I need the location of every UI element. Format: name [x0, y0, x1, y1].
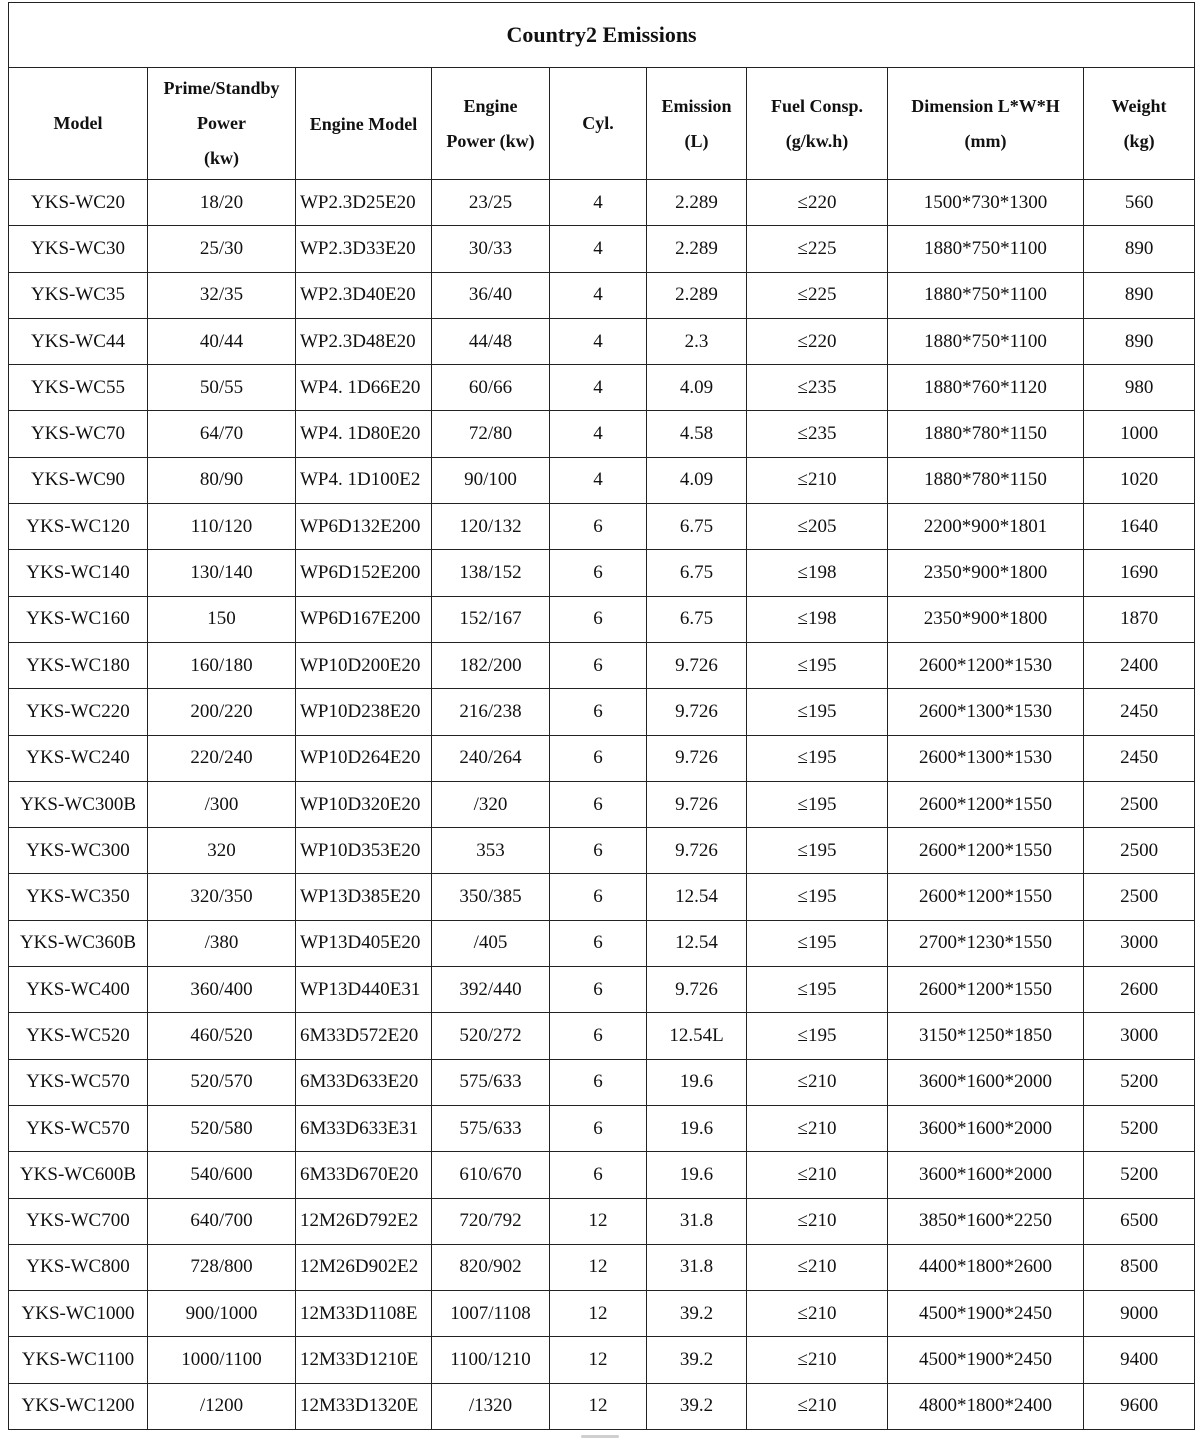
cell-fuel: ≤195: [747, 781, 888, 827]
cell-dimension: 3600*1600*2000: [888, 1059, 1084, 1105]
cell-cyl: 4: [550, 457, 647, 503]
table-row: [9, 550, 1195, 596]
cell-engine-power: 392/440: [432, 967, 550, 1013]
cell-emission: 2.289: [647, 180, 747, 226]
cell-model: YKS-WC220: [9, 689, 148, 735]
cell-power: 540/600: [148, 1152, 296, 1198]
cell-weight: 890: [1084, 318, 1195, 364]
cell-engine-model: WP2.3D40E20: [296, 272, 432, 318]
cell-cyl: 6: [550, 1059, 647, 1105]
cell-weight: 1000: [1084, 411, 1195, 457]
table-row: [9, 1059, 1195, 1105]
cell-power: 64/70: [148, 411, 296, 457]
cell-emission: 12.54: [647, 920, 747, 966]
cell-dimension: 2600*1200*1550: [888, 828, 1084, 874]
cell-emission: 39.2: [647, 1337, 747, 1383]
cell-engine-model: WP6D167E200: [296, 596, 432, 642]
cell-emission: 12.54: [647, 874, 747, 920]
cell-fuel: ≤210: [747, 1383, 888, 1429]
cell-fuel: ≤198: [747, 550, 888, 596]
table-row: [9, 1013, 1195, 1059]
cell-power: 640/700: [148, 1198, 296, 1244]
cell-cyl: 4: [550, 318, 647, 364]
cell-weight: 5200: [1084, 1059, 1195, 1105]
cell-emission: 19.6: [647, 1152, 747, 1198]
cell-dimension: 2600*1300*1530: [888, 689, 1084, 735]
cell-dimension: 1880*780*1150: [888, 411, 1084, 457]
cell-cyl: 6: [550, 1013, 647, 1059]
header-dimension: Dimension L*W*H (mm): [888, 68, 1084, 180]
cell-cyl: 12: [550, 1244, 647, 1290]
cell-cyl: 6: [550, 550, 647, 596]
cell-engine-model: 12M33D1320E: [296, 1383, 432, 1429]
cell-model: YKS-WC20: [9, 180, 148, 226]
cell-fuel: ≤210: [747, 1198, 888, 1244]
cell-power: 360/400: [148, 967, 296, 1013]
header-model: Model: [9, 68, 148, 180]
cell-power: 320/350: [148, 874, 296, 920]
cell-fuel: ≤210: [747, 1059, 888, 1105]
cell-weight: 2500: [1084, 781, 1195, 827]
table-row: [9, 596, 1195, 642]
cell-fuel: ≤195: [747, 735, 888, 781]
header-engine-model: Engine Model: [296, 68, 432, 180]
cell-engine-power: 72/80: [432, 411, 550, 457]
cell-fuel: ≤210: [747, 1244, 888, 1290]
cell-model: YKS-WC140: [9, 550, 148, 596]
cell-weight: 6500: [1084, 1198, 1195, 1244]
cell-engine-model: WP2.3D48E20: [296, 318, 432, 364]
emissions-table: [8, 2, 1195, 1430]
cell-weight: 2600: [1084, 967, 1195, 1013]
cell-engine-power: 182/200: [432, 642, 550, 688]
table-row: [9, 1105, 1195, 1151]
cell-dimension: 2700*1230*1550: [888, 920, 1084, 966]
cell-engine-model: 6M33D670E20: [296, 1152, 432, 1198]
cell-engine-model: WP10D353E20: [296, 828, 432, 874]
cell-emission: 2.289: [647, 272, 747, 318]
cell-dimension: 2350*900*1800: [888, 596, 1084, 642]
cell-emission: 31.8: [647, 1244, 747, 1290]
cell-power: 220/240: [148, 735, 296, 781]
cell-power: 40/44: [148, 318, 296, 364]
cell-power: 80/90: [148, 457, 296, 503]
cell-emission: 4.09: [647, 457, 747, 503]
cell-power: /300: [148, 781, 296, 827]
cell-emission: 9.726: [647, 781, 747, 827]
cell-model: YKS-WC360B: [9, 920, 148, 966]
cell-engine-power: 152/167: [432, 596, 550, 642]
cell-power: 150: [148, 596, 296, 642]
cell-power: /380: [148, 920, 296, 966]
cell-emission: 39.2: [647, 1291, 747, 1337]
cell-cyl: 6: [550, 920, 647, 966]
cell-engine-model: WP2.3D33E20: [296, 226, 432, 272]
table-row: [9, 318, 1195, 364]
cell-power: 160/180: [148, 642, 296, 688]
cell-engine-power: 520/272: [432, 1013, 550, 1059]
cell-weight: 9400: [1084, 1337, 1195, 1383]
cell-cyl: 12: [550, 1198, 647, 1244]
cell-engine-power: 30/33: [432, 226, 550, 272]
cell-weight: 560: [1084, 180, 1195, 226]
cell-fuel: ≤195: [747, 828, 888, 874]
cell-power: /1200: [148, 1383, 296, 1429]
cell-power: 460/520: [148, 1013, 296, 1059]
cell-cyl: 12: [550, 1337, 647, 1383]
cell-weight: 3000: [1084, 1013, 1195, 1059]
cell-dimension: 4500*1900*2450: [888, 1337, 1084, 1383]
cell-weight: 8500: [1084, 1244, 1195, 1290]
cell-weight: 3000: [1084, 920, 1195, 966]
cell-weight: 1870: [1084, 596, 1195, 642]
cell-model: YKS-WC1000: [9, 1291, 148, 1337]
cell-engine-power: 1007/1108: [432, 1291, 550, 1337]
cell-fuel: ≤235: [747, 365, 888, 411]
cell-engine-model: WP4. 1D66E20: [296, 365, 432, 411]
cell-emission: 31.8: [647, 1198, 747, 1244]
cell-power: 200/220: [148, 689, 296, 735]
cell-cyl: 6: [550, 781, 647, 827]
table-title: Country2 Emissions: [9, 3, 1195, 68]
cell-weight: 5200: [1084, 1105, 1195, 1151]
cell-fuel: ≤205: [747, 504, 888, 550]
cell-fuel: ≤195: [747, 642, 888, 688]
cell-dimension: 3150*1250*1850: [888, 1013, 1084, 1059]
cell-dimension: 2350*900*1800: [888, 550, 1084, 596]
cell-weight: 2500: [1084, 874, 1195, 920]
cell-cyl: 12: [550, 1291, 647, 1337]
cell-cyl: 6: [550, 596, 647, 642]
cell-emission: 19.6: [647, 1105, 747, 1151]
table-row: [9, 226, 1195, 272]
cell-dimension: 2600*1200*1530: [888, 642, 1084, 688]
cell-cyl: 4: [550, 411, 647, 457]
cell-engine-power: 353: [432, 828, 550, 874]
cell-engine-power: 575/633: [432, 1105, 550, 1151]
cell-emission: 6.75: [647, 550, 747, 596]
cell-dimension: 2600*1200*1550: [888, 874, 1084, 920]
table-row: [9, 1244, 1195, 1290]
cell-cyl: 6: [550, 504, 647, 550]
table-row: [9, 642, 1195, 688]
table-row: [9, 828, 1195, 874]
cell-cyl: 6: [550, 1152, 647, 1198]
table-row: [9, 1152, 1195, 1198]
cell-weight: 9000: [1084, 1291, 1195, 1337]
cell-fuel: ≤220: [747, 180, 888, 226]
cell-emission: 9.726: [647, 642, 747, 688]
cell-engine-model: WP4. 1D80E20: [296, 411, 432, 457]
cell-weight: 2500: [1084, 828, 1195, 874]
cell-emission: 19.6: [647, 1059, 747, 1105]
emissions-sheet: [8, 2, 1194, 1430]
cell-emission: 12.54L: [647, 1013, 747, 1059]
cell-engine-model: 6M33D572E20: [296, 1013, 432, 1059]
cell-engine-power: 44/48: [432, 318, 550, 364]
cell-engine-model: 12M26D792E2: [296, 1198, 432, 1244]
cell-dimension: 4400*1800*2600: [888, 1244, 1084, 1290]
cell-dimension: 3600*1600*2000: [888, 1152, 1084, 1198]
cell-engine-power: /320: [432, 781, 550, 827]
table-row: [9, 781, 1195, 827]
cell-engine-power: 610/670: [432, 1152, 550, 1198]
cell-model: YKS-WC300: [9, 828, 148, 874]
cell-power: 900/1000: [148, 1291, 296, 1337]
cell-cyl: 4: [550, 180, 647, 226]
header-emission: Emission (L): [647, 68, 747, 180]
cell-engine-model: WP4. 1D100E2: [296, 457, 432, 503]
cell-weight: 1640: [1084, 504, 1195, 550]
cell-cyl: 4: [550, 272, 647, 318]
cell-dimension: 3600*1600*2000: [888, 1105, 1084, 1151]
table-row: [9, 1337, 1195, 1383]
table-row: [9, 180, 1195, 226]
cell-fuel: ≤235: [747, 411, 888, 457]
cell-dimension: 1880*750*1100: [888, 226, 1084, 272]
cell-cyl: 6: [550, 689, 647, 735]
cell-dimension: 2600*1200*1550: [888, 967, 1084, 1013]
cell-model: YKS-WC300B: [9, 781, 148, 827]
cell-weight: 5200: [1084, 1152, 1195, 1198]
table-row: [9, 920, 1195, 966]
scroll-indicator[interactable]: [581, 1435, 619, 1438]
cell-engine-model: WP2.3D25E20: [296, 180, 432, 226]
table-row: [9, 1198, 1195, 1244]
cell-model: YKS-WC55: [9, 365, 148, 411]
header-power: Prime/Standby Power (kw): [148, 68, 296, 180]
cell-engine-power: 36/40: [432, 272, 550, 318]
cell-model: YKS-WC520: [9, 1013, 148, 1059]
cell-power: 130/140: [148, 550, 296, 596]
cell-cyl: 4: [550, 365, 647, 411]
cell-model: YKS-WC570: [9, 1059, 148, 1105]
cell-dimension: 2200*900*1801: [888, 504, 1084, 550]
cell-emission: 9.726: [647, 967, 747, 1013]
cell-emission: 2.3: [647, 318, 747, 364]
cell-model: YKS-WC350: [9, 874, 148, 920]
table-row: [9, 735, 1195, 781]
cell-engine-model: WP13D385E20: [296, 874, 432, 920]
cell-cyl: 6: [550, 874, 647, 920]
cell-cyl: 6: [550, 967, 647, 1013]
cell-model: YKS-WC30: [9, 226, 148, 272]
cell-power: 50/55: [148, 365, 296, 411]
cell-weight: 890: [1084, 272, 1195, 318]
cell-fuel: ≤195: [747, 689, 888, 735]
cell-engine-power: 350/385: [432, 874, 550, 920]
cell-cyl: 6: [550, 735, 647, 781]
cell-weight: 1690: [1084, 550, 1195, 596]
cell-engine-model: 12M26D902E2: [296, 1244, 432, 1290]
cell-engine-power: 120/132: [432, 504, 550, 550]
cell-engine-power: 23/25: [432, 180, 550, 226]
cell-engine-power: 575/633: [432, 1059, 550, 1105]
cell-dimension: 1880*780*1150: [888, 457, 1084, 503]
cell-emission: 4.09: [647, 365, 747, 411]
cell-model: YKS-WC570: [9, 1105, 148, 1151]
cell-engine-model: WP10D200E20: [296, 642, 432, 688]
cell-power: 25/30: [148, 226, 296, 272]
cell-engine-power: 138/152: [432, 550, 550, 596]
cell-weight: 1020: [1084, 457, 1195, 503]
cell-fuel: ≤210: [747, 1291, 888, 1337]
header-cyl: Cyl.: [550, 68, 647, 180]
cell-engine-model: WP6D152E200: [296, 550, 432, 596]
table-row: [9, 874, 1195, 920]
cell-weight: 890: [1084, 226, 1195, 272]
cell-engine-model: 12M33D1108E: [296, 1291, 432, 1337]
cell-model: YKS-WC800: [9, 1244, 148, 1290]
cell-model: YKS-WC180: [9, 642, 148, 688]
cell-fuel: ≤210: [747, 1337, 888, 1383]
cell-fuel: ≤195: [747, 920, 888, 966]
cell-engine-power: 820/902: [432, 1244, 550, 1290]
cell-dimension: 4800*1800*2400: [888, 1383, 1084, 1429]
cell-engine-model: WP10D320E20: [296, 781, 432, 827]
table-row: [9, 504, 1195, 550]
cell-power: 728/800: [148, 1244, 296, 1290]
cell-engine-power: /405: [432, 920, 550, 966]
cell-model: YKS-WC400: [9, 967, 148, 1013]
cell-engine-power: 1100/1210: [432, 1337, 550, 1383]
cell-cyl: 6: [550, 828, 647, 874]
cell-model: YKS-WC1100: [9, 1337, 148, 1383]
cell-fuel: ≤195: [747, 967, 888, 1013]
cell-power: 110/120: [148, 504, 296, 550]
cell-fuel: ≤210: [747, 1152, 888, 1198]
cell-engine-power: 720/792: [432, 1198, 550, 1244]
cell-model: YKS-WC160: [9, 596, 148, 642]
cell-engine-power: /1320: [432, 1383, 550, 1429]
cell-cyl: 6: [550, 1105, 647, 1151]
cell-engine-model: WP13D405E20: [296, 920, 432, 966]
cell-emission: 6.75: [647, 504, 747, 550]
cell-dimension: 2600*1200*1550: [888, 781, 1084, 827]
header-weight: Weight (kg): [1084, 68, 1195, 180]
cell-engine-power: 240/264: [432, 735, 550, 781]
cell-emission: 9.726: [647, 828, 747, 874]
cell-model: YKS-WC120: [9, 504, 148, 550]
cell-engine-model: WP10D238E20: [296, 689, 432, 735]
cell-model: YKS-WC240: [9, 735, 148, 781]
cell-engine-model: WP10D264E20: [296, 735, 432, 781]
cell-engine-model: 6M33D633E20: [296, 1059, 432, 1105]
cell-dimension: 4500*1900*2450: [888, 1291, 1084, 1337]
cell-engine-model: WP6D132E200: [296, 504, 432, 550]
table-row: [9, 411, 1195, 457]
cell-engine-power: 216/238: [432, 689, 550, 735]
cell-power: 1000/1100: [148, 1337, 296, 1383]
table-row: [9, 967, 1195, 1013]
cell-model: YKS-WC70: [9, 411, 148, 457]
cell-model: YKS-WC44: [9, 318, 148, 364]
cell-dimension: 1500*730*1300: [888, 180, 1084, 226]
cell-cyl: 4: [550, 226, 647, 272]
cell-weight: 2450: [1084, 689, 1195, 735]
cell-fuel: ≤210: [747, 1105, 888, 1151]
cell-dimension: 1880*750*1100: [888, 318, 1084, 364]
cell-power: 320: [148, 828, 296, 874]
cell-model: YKS-WC35: [9, 272, 148, 318]
table-row: [9, 1383, 1195, 1429]
cell-engine-model: 6M33D633E31: [296, 1105, 432, 1151]
cell-dimension: 3850*1600*2250: [888, 1198, 1084, 1244]
cell-power: 18/20: [148, 180, 296, 226]
cell-dimension: 2600*1300*1530: [888, 735, 1084, 781]
cell-engine-model: 12M33D1210E: [296, 1337, 432, 1383]
cell-power: 520/570: [148, 1059, 296, 1105]
cell-model: YKS-WC700: [9, 1198, 148, 1244]
cell-weight: 980: [1084, 365, 1195, 411]
cell-model: YKS-WC1200: [9, 1383, 148, 1429]
cell-dimension: 1880*760*1120: [888, 365, 1084, 411]
header-fuel: Fuel Consp. (g/kw.h): [747, 68, 888, 180]
header-engine-power: Engine Power (kw): [432, 68, 550, 180]
cell-fuel: ≤195: [747, 1013, 888, 1059]
cell-cyl: 12: [550, 1383, 647, 1429]
cell-weight: 9600: [1084, 1383, 1195, 1429]
cell-engine-model: WP13D440E31: [296, 967, 432, 1013]
cell-cyl: 6: [550, 642, 647, 688]
cell-engine-power: 60/66: [432, 365, 550, 411]
table-row: [9, 365, 1195, 411]
cell-fuel: ≤220: [747, 318, 888, 364]
cell-weight: 2400: [1084, 642, 1195, 688]
cell-emission: 4.58: [647, 411, 747, 457]
cell-engine-power: 90/100: [432, 457, 550, 503]
cell-emission: 9.726: [647, 735, 747, 781]
cell-dimension: 1880*750*1100: [888, 272, 1084, 318]
table-row: [9, 272, 1195, 318]
cell-model: YKS-WC600B: [9, 1152, 148, 1198]
cell-power: 520/580: [148, 1105, 296, 1151]
cell-emission: 2.289: [647, 226, 747, 272]
cell-fuel: ≤225: [747, 272, 888, 318]
cell-fuel: ≤225: [747, 226, 888, 272]
table-row: [9, 1291, 1195, 1337]
cell-fuel: ≤195: [747, 874, 888, 920]
cell-emission: 39.2: [647, 1383, 747, 1429]
cell-emission: 6.75: [647, 596, 747, 642]
cell-power: 32/35: [148, 272, 296, 318]
cell-fuel: ≤210: [747, 457, 888, 503]
table-row: [9, 689, 1195, 735]
table-body: [9, 180, 1195, 1430]
cell-model: YKS-WC90: [9, 457, 148, 503]
table-row: [9, 457, 1195, 503]
cell-fuel: ≤198: [747, 596, 888, 642]
cell-weight: 2450: [1084, 735, 1195, 781]
cell-emission: 9.726: [647, 689, 747, 735]
